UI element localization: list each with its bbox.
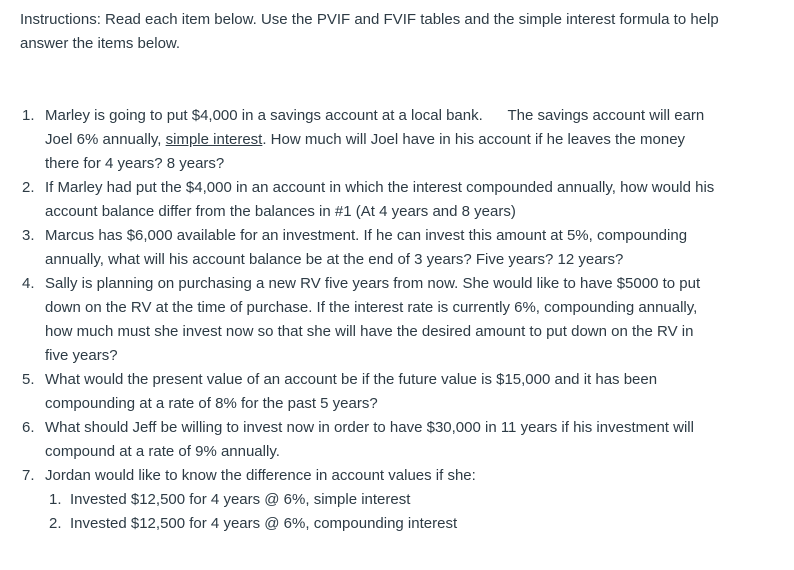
sub-question-item-2: [45, 512, 720, 536]
question-item-1: [20, 104, 720, 176]
sub-question-number: 1.: [49, 491, 62, 508]
sub-question-text: Invested $12,500 for 4 years @ 6%, compounding interest: [70, 515, 458, 532]
question-item-2: [20, 176, 720, 224]
question-item-4: [20, 272, 720, 368]
question-number: 4.: [22, 275, 35, 292]
question-number: 5.: [22, 371, 35, 388]
question-number: 1.: [22, 107, 35, 124]
sub-question-number: 2.: [49, 515, 62, 532]
question-text: What should Jeff be willing to invest now in order to have $30,000 in 11 years if his investment will compound at a rate of 9% annually.: [45, 419, 694, 460]
question-text-part: . How much will Joel have in his account if he leaves the money there for 4 years? 8 years?: [45, 131, 690, 172]
question-number: 7.: [22, 467, 35, 484]
question-number: 6.: [22, 419, 35, 436]
question-number: 3.: [22, 227, 35, 244]
simple-interest-link[interactable]: simple interest: [165, 131, 263, 148]
question-item-7: [20, 464, 720, 536]
question-list: [20, 104, 720, 536]
question-text: What would the present value of an account be if the future value is $15,000 and it has been compounding at a rate of 8% for the past 5 years?: [45, 371, 658, 412]
question-text: Sally is planning on purchasing a new RV five years from now. She would like to have $5000 to put down on the RV at the time of purchase. If the interest rate is currently 6%, compounding annually, how much must she invest now so that she will have the desired amount to put down on the RV in five years?: [45, 275, 701, 364]
question-number: 2.: [22, 179, 35, 196]
question-item-5: [20, 368, 720, 416]
instructions-text: Instructions: Read each item below. Use the PVIF and FVIF tables and the simple interest formula to help answer the items below.: [20, 11, 719, 52]
question-text: [45, 107, 708, 172]
question-item-6: [20, 416, 720, 464]
question-text: If Marley had put the $4,000 in an account in which the interest compounded annually, how would his account balance differ from the balances in #1 (At 4 years and 8 years): [45, 179, 715, 220]
question-text: Marcus has $6,000 available for an investment. If he can invest this amount at 5%, compounding annually, what will his account balance be at the end of 3 years? Five years? 12 years?: [45, 227, 688, 268]
sub-question-item-1: [45, 488, 720, 512]
sub-question-list: [45, 488, 720, 536]
question-text: Jordan would like to know the difference in account values if she:: [45, 467, 476, 484]
sub-question-text: Invested $12,500 for 4 years @ 6%, simple interest: [70, 491, 411, 508]
question-item-3: [20, 224, 720, 272]
question-text-part: Marley is going to put $4,000 in a savings account at a local bank. The savings account will earn Joel 6% annually,: [45, 107, 709, 148]
